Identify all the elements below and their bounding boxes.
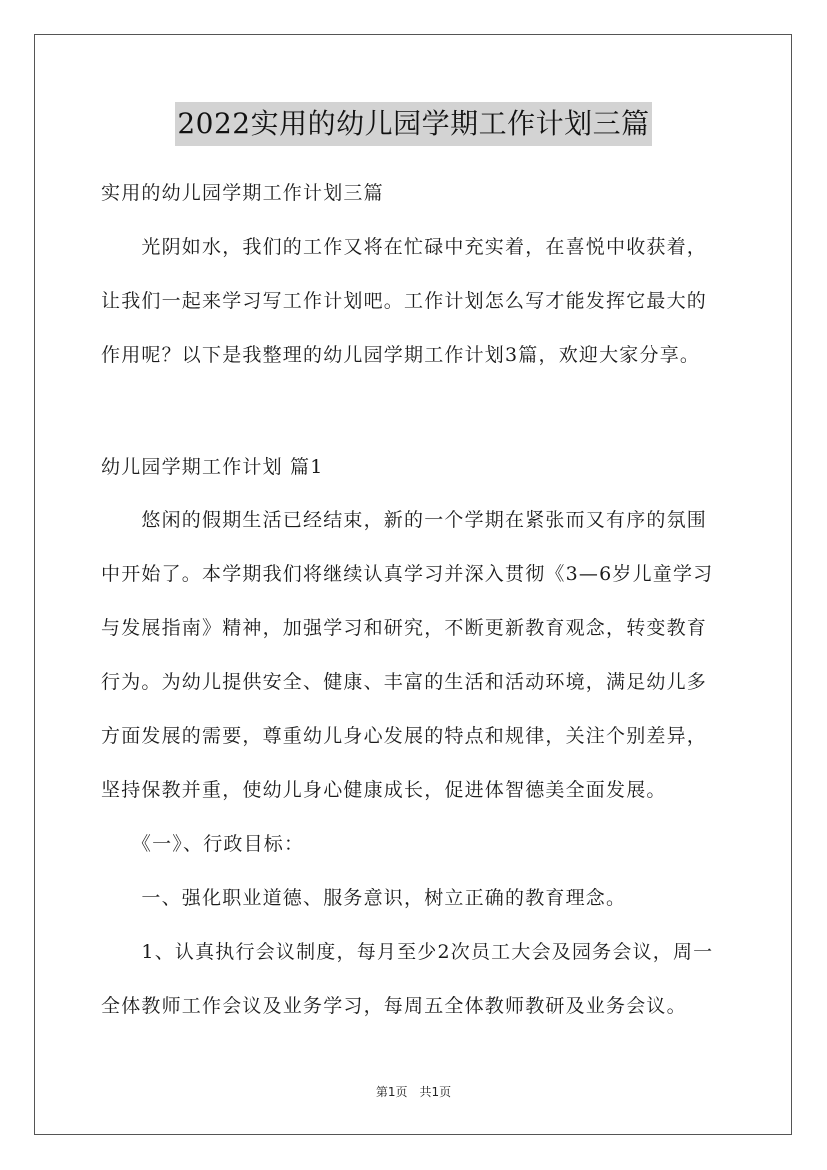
body-line: 悠闲的假期生活已经结束，新的一个学期在紧张而又有序的氛围 (101, 509, 708, 531)
intro-line: 作用呢？以下是我整理的幼儿园学期工作计划3篇，欢迎大家分享。 (101, 344, 701, 366)
document-title-text: 2022实用的幼儿园学期工作计划三篇 (175, 102, 651, 146)
body-line: 坚持保教并重，使幼儿身心健康成长，促进体智德美全面发展。 (101, 779, 667, 801)
section-heading: 幼儿园学期工作计划 篇1 (101, 456, 324, 478)
body-line: 方面发展的需要，尊重幼儿身心发展的特点和规律，关注个别差异， (101, 725, 708, 747)
document-subtitle: 实用的幼儿园学期工作计划三篇 (101, 182, 384, 204)
page-footer: 第1页 共1页 (375, 1085, 452, 1099)
body-paragraph (101, 493, 731, 1033)
body-line: 1、认真执行会议制度，每月至少2次员工大会及园务会议，周一 (101, 941, 714, 963)
body-line: 行为。为幼儿提供安全、健康、丰富的生活和活动环境，满足幼儿多 (101, 671, 708, 693)
body-line: 一、强化职业道德、服务意识，树立正确的教育理念。 (101, 887, 627, 909)
body-line: 《一》、行政目标： (101, 833, 305, 855)
intro-paragraph (101, 220, 731, 382)
body-line: 与发展指南》精神，加强学习和研究，不断更新教育观念，转变教育 (101, 617, 708, 639)
intro-line: 让我们一起来学习写工作计划吧。工作计划怎么写才能发挥它最大的 (101, 290, 708, 312)
document-title (0, 102, 827, 146)
body-line: 全体教师工作会议及业务学习，每周五全体教师教研及业务会议。 (101, 995, 687, 1017)
intro-line: 光阴如水，我们的工作又将在忙碌中充实着，在喜悦中收获着， (101, 236, 708, 258)
body-line: 中开始了。本学期我们将继续认真学习并深入贯彻《3—6岁儿童学习 (101, 563, 714, 585)
